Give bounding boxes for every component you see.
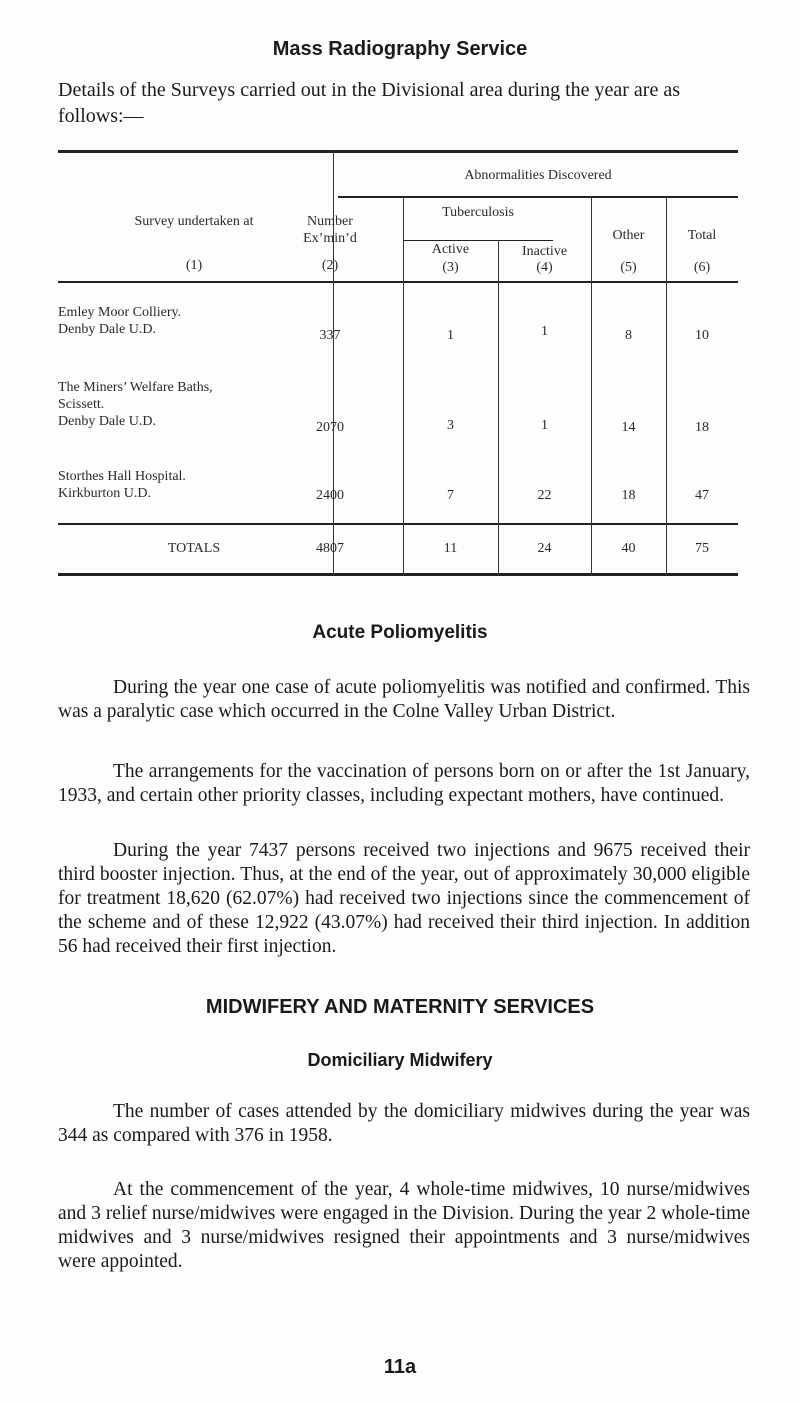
survey-table [58, 150, 738, 580]
header-number-num: (2) [321, 258, 339, 273]
header-total: Total [687, 228, 717, 243]
row-2-place-line1: The Miners’ Welfare Baths, [58, 380, 213, 395]
header-inactive: Inactive [521, 244, 568, 259]
row-3-total: 47 [695, 488, 709, 503]
midwifery-heading: MIDWIFERY AND MATERNITY SERVICES [205, 996, 595, 1018]
intro-text: Details of the Surveys carried out in the Divisional area during the year are as follows:— [58, 79, 681, 127]
header-tuberculosis: Tuberculosis [442, 205, 514, 220]
page-number: 11a [383, 1356, 417, 1378]
domiciliary-subheading: Domiciliary Midwifery [307, 1050, 493, 1070]
row-3-other: 18 [621, 488, 636, 503]
header-active-num: (3) [442, 260, 459, 275]
polio-paragraph-1: During the year one case of acute poliomyelitis was notified and confirmed. This was a paralytic case which occurred in the Colne Valley Urban District. [58, 677, 750, 722]
totals-other: 40 [621, 541, 636, 556]
abnormalities-rule [338, 196, 738, 198]
midwifery-paragraph-1: The number of cases attended by the domiciliary midwives during the year was 344 as compared with 376 in 1958. [58, 1101, 750, 1146]
tuberculosis-rule [403, 240, 553, 241]
table-bottom-rule [58, 573, 738, 576]
totals-active: 11 [443, 541, 458, 556]
row-3-place-line3: Kirkburton U.D. [58, 486, 151, 501]
header-other: Other [612, 228, 645, 243]
midwifery-paragraph-2: At the commencement of the year, 4 whole-time midwives, 10 nurse/midwives and 3 relief nurse/midwives were engaged in the Division. During the year 2 whole-time midwives and 3 nurse/midwives resigned their appointments and 3 nurse/midwives were appointed. [58, 1179, 750, 1272]
polio-paragraph-2: The arrangements for the vaccination of persons born on or after the 1st January, 1933, and certain other priority classes, including expectant mothers, have continued. [58, 761, 750, 806]
polio-heading: Acute Poliomyelitis [312, 622, 488, 643]
totals-label: TOTALS [167, 541, 221, 556]
header-abnormalities: Abnormalities Discovered [464, 168, 612, 183]
totals-top-rule [58, 523, 738, 525]
row-2-number: 2070 [316, 420, 344, 435]
totals-total: 75 [695, 541, 709, 556]
totals-inactive: 24 [537, 541, 552, 556]
header-bottom-rule [58, 281, 738, 283]
row-1-active: 1 [447, 328, 454, 343]
row-2-inactive: 1 [541, 418, 548, 433]
row-1-total: 10 [695, 328, 709, 343]
col-divider-3 [498, 240, 499, 576]
row-1-place-line3: Denby Dale U.D. [58, 322, 156, 337]
col-divider-5 [666, 198, 667, 576]
header-survey-num: (1) [185, 258, 203, 273]
totals-number: 4807 [316, 541, 344, 556]
row-2-place-line3: Denby Dale U.D. [58, 414, 156, 429]
row-3-place-line1: Storthes Hall Hospital. [58, 469, 186, 484]
row-1-inactive: 1 [541, 324, 548, 339]
row-3-inactive: 22 [537, 488, 552, 503]
row-2-other: 14 [621, 420, 636, 435]
header-survey: Survey undertaken at [134, 214, 254, 229]
table-top-rule [58, 150, 738, 153]
header-active: Active [431, 242, 470, 257]
page-title: Mass Radiography Service [272, 38, 528, 60]
col-divider-4 [591, 198, 592, 576]
row-2-place-line2: Scissett. [58, 397, 105, 412]
header-inactive-num: (4) [536, 260, 553, 275]
header-number: Number [307, 214, 353, 229]
row-1-number: 337 [319, 328, 341, 343]
row-1-place-line1: Emley Moor Colliery. [58, 305, 182, 320]
header-examined: Ex’min’d [303, 231, 357, 246]
header-other-num: (5) [620, 260, 637, 275]
row-2-active: 3 [447, 418, 454, 433]
row-3-active: 7 [447, 488, 454, 503]
header-total-num: (6) [693, 260, 711, 275]
row-1-other: 8 [625, 328, 632, 343]
polio-paragraph-3: During the year 7437 persons received two injections and 9675 received their third booster injection. Thus, at the end of the year, out of approximately 30,000 eligible for treatment 18,620 (62.07%) had received two injections since the commencement of the scheme and of these 12,922 (43.07%) had received their third injection. In addition 56 had received their first injection. [58, 840, 750, 957]
row-3-number: 2400 [316, 488, 344, 503]
row-2-total: 18 [695, 420, 709, 435]
